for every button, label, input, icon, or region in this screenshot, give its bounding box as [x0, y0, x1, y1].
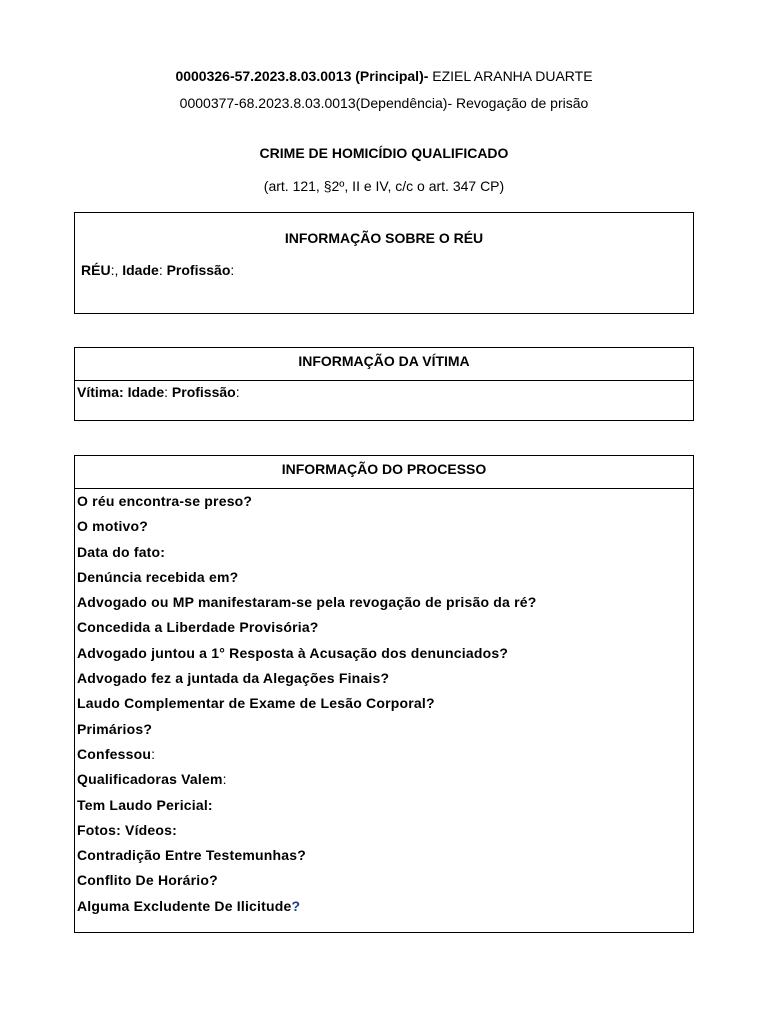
vitima-info-box	[74, 347, 694, 421]
process-question-text: Advogado juntou a 1° Resposta à Acusação dos denunciados?	[77, 644, 509, 661]
process-question-item	[77, 592, 693, 617]
vitima-profissao-label: Profissão	[171, 384, 236, 400]
process-question-suffix: :	[222, 771, 227, 788]
process-question-text: Contradição Entre Testemunhas?	[77, 847, 307, 864]
process-question-item	[77, 542, 693, 567]
process-question-text: Denúncia recebida em?	[77, 568, 239, 585]
process-question-text: Confessou	[77, 745, 152, 762]
process-question-item	[77, 643, 693, 668]
reu-idade-label: Idade	[122, 262, 159, 278]
process-question-item	[77, 769, 693, 794]
process-question-item	[77, 896, 693, 921]
process-question-item	[77, 820, 693, 845]
process-question-text: Conflito De Horário?	[77, 872, 218, 889]
reu-info-box	[74, 212, 694, 314]
process-question-item	[77, 491, 693, 516]
process-question-suffix: :	[151, 745, 156, 762]
process-question-item	[77, 668, 693, 693]
process-main-line	[0, 68, 768, 84]
crime-article: (art. 121, §2º, II e IV, c/c o art. 347 CP)	[263, 178, 505, 194]
process-question-text: O réu encontra-se preso?	[77, 493, 253, 509]
vitima-info-title: INFORMAÇÃO DA VÍTIMA	[75, 348, 693, 381]
process-question-item	[77, 567, 693, 592]
process-question-text: Primários?	[77, 720, 153, 737]
crime-title: CRIME DE HOMICÍDIO QUALIFICADO	[259, 145, 509, 161]
process-question-item	[77, 719, 693, 744]
process-question-text: Alguma Excludente De Ilicitude	[77, 897, 292, 914]
process-question-text: Advogado fez a juntada da Alegações Finais?	[77, 670, 390, 687]
process-question-item	[77, 845, 693, 870]
process-question-text: Data do fato:	[77, 543, 166, 560]
vitima-info-line	[75, 381, 693, 400]
process-question-text: Fotos: Vídeos:	[77, 821, 178, 838]
reu-idade-sep: :	[158, 262, 167, 278]
reu-profissao-sep: :	[230, 262, 235, 278]
reu-info-line	[75, 262, 693, 278]
reu-info-title: INFORMAÇÃO SOBRE O RÉU	[284, 230, 484, 246]
vitima-profissao-sep: :	[235, 384, 240, 400]
processo-info-title: INFORMAÇÃO DO PROCESSO	[75, 456, 693, 489]
process-main-name: EZIEL ARANHA DUARTE	[428, 68, 593, 84]
process-question-text: Advogado ou MP manifestaram-se pela revogação de prisão da ré?	[77, 594, 537, 611]
process-question-text: Qualificadoras Valem	[77, 771, 223, 788]
process-question-text: O motivo?	[77, 518, 149, 535]
reu-sep: :,	[110, 262, 123, 278]
process-question-item	[77, 693, 693, 718]
process-question-item	[77, 795, 693, 820]
process-dependent-line: 0000377-68.2023.8.03.0013(Dependência)- Revogação de prisão	[179, 95, 589, 111]
process-question-item	[77, 744, 693, 769]
process-question-text: Tem Laudo Pericial:	[77, 796, 213, 813]
processo-question-list	[75, 489, 693, 921]
reu-label: RÉU	[81, 262, 111, 278]
processo-info-box	[74, 455, 694, 933]
process-question-text: Laudo Complementar de Exame de Lesão Corporal?	[77, 695, 435, 712]
process-main-number: 0000326-57.2023.8.03.0013 (Principal)-	[175, 68, 429, 84]
process-question-item	[77, 870, 693, 895]
vitima-label: Vítima: Idade	[77, 384, 165, 400]
process-question-text: Concedida a Liberdade Provisória?	[77, 619, 319, 636]
process-question-item	[77, 516, 693, 541]
process-question-suffix: ?	[291, 897, 301, 914]
vitima-idade-sep: :	[164, 384, 172, 400]
process-question-item	[77, 617, 693, 642]
reu-profissao-label: Profissão	[166, 262, 231, 278]
